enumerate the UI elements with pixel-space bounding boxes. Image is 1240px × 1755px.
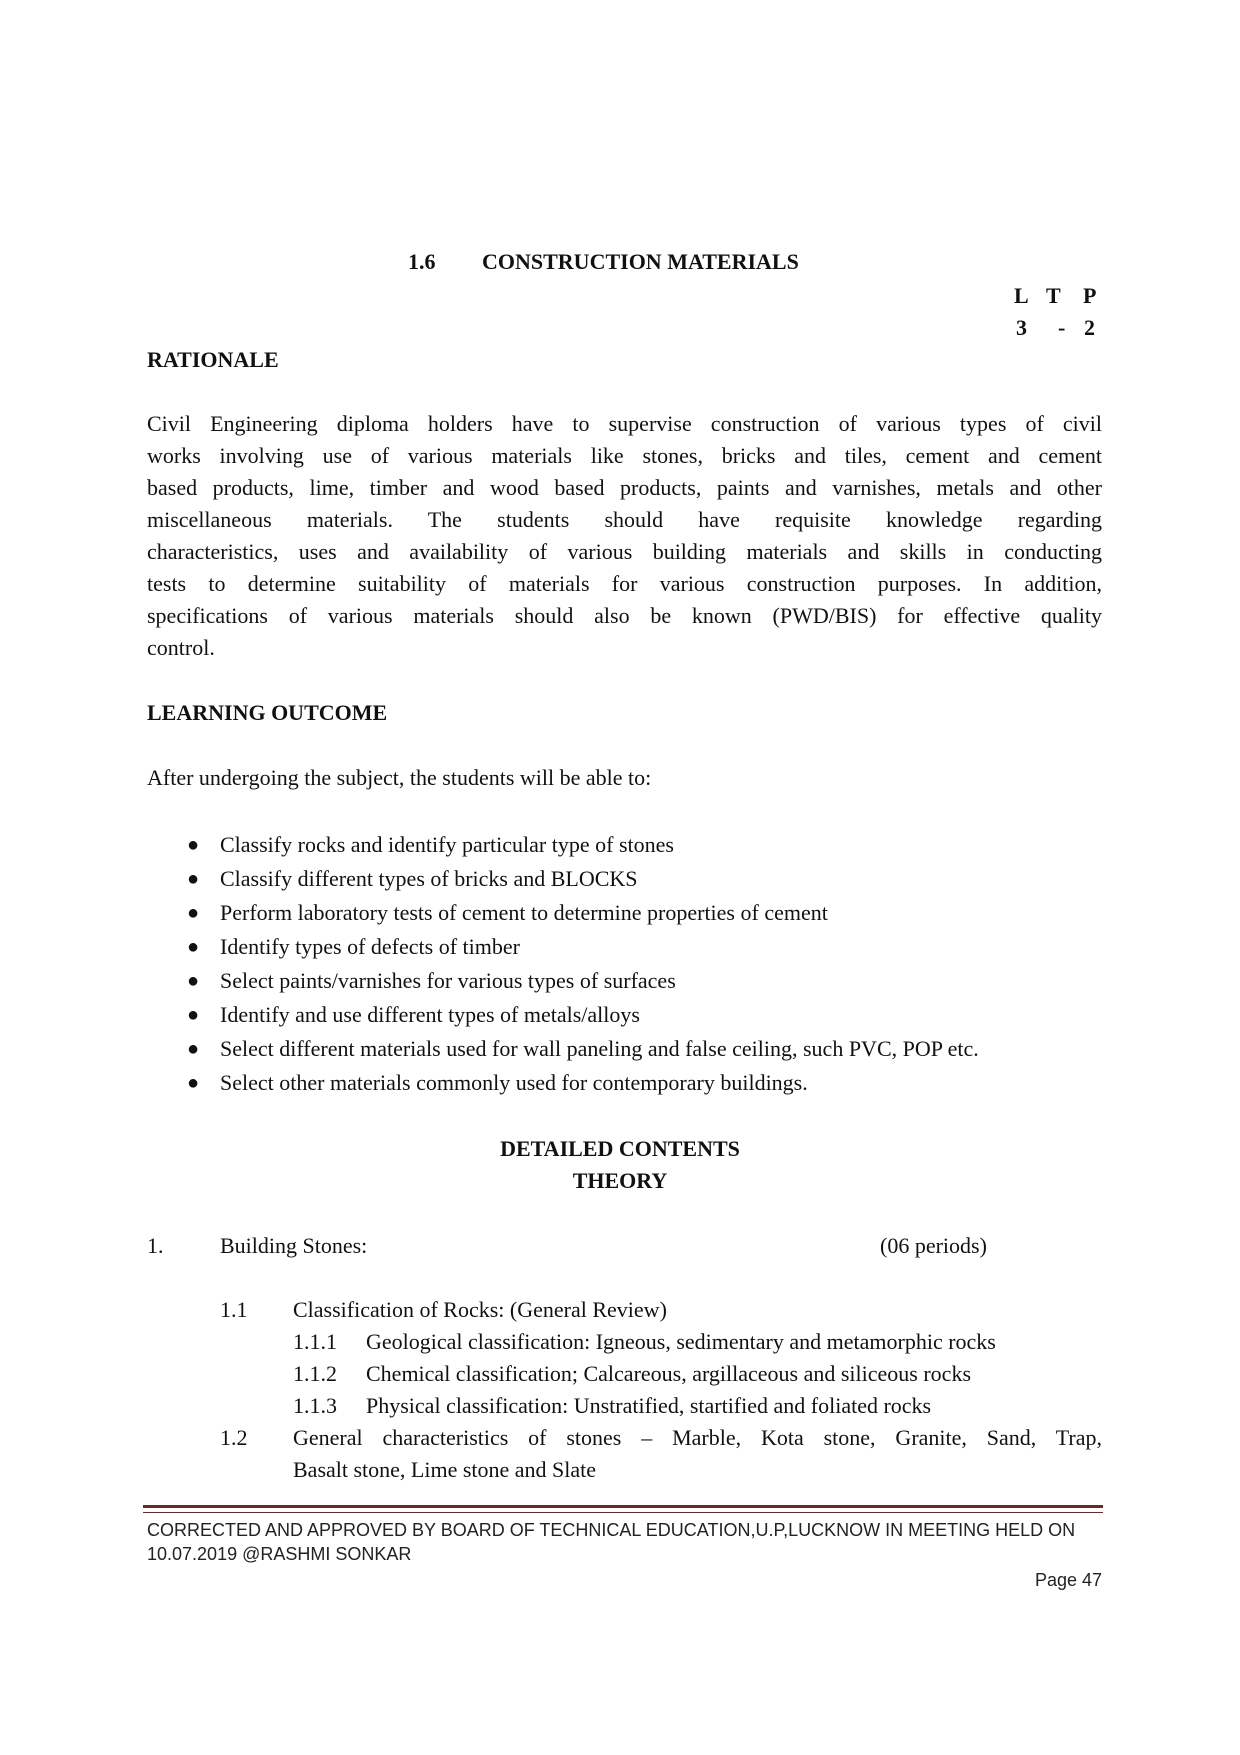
rationale-line: works involving use of various materials like stones, bricks and tiles, cement and cement [147,443,1102,468]
rationale-line: characteristics, uses and availability of various building materials and skills in conducting [147,539,1102,564]
item-number: 1.1.1 [293,1329,337,1354]
subsection-text-line: General characteristics of stones – Marble, Kota stone, Granite, Sand, Trap, [293,1425,1102,1450]
ltp-label-p: P [1083,283,1097,308]
bullet-icon: ● [187,902,200,924]
rationale-line: tests to determine suitability of materials for various construction purposes. In addition, [147,571,1102,596]
footer-approval-line: CORRECTED AND APPROVED BY BOARD OF TECHNICAL EDUCATION,U.P,LUCKNOW IN MEETING HELD ON [147,1520,1076,1540]
bullet-icon: ● [187,868,200,890]
list-item: Perform laboratory tests of cement to determine properties of cement [220,900,828,925]
item-text: Chemical classification; Calcareous, argillaceous and siliceous rocks [366,1361,972,1386]
item-number: 1.1.3 [293,1393,337,1418]
rationale-line: control. [147,635,215,660]
rationale-heading: RATIONALE [147,347,279,372]
course-title: CONSTRUCTION MATERIALS [482,249,799,274]
bullet-icon: ● [187,970,200,992]
list-item: Classify different types of bricks and BLOCKS [220,866,638,891]
learning-outcome-heading: LEARNING OUTCOME [147,700,388,725]
rationale-line: specifications of various materials should also be known (PWD/BIS) for effective quality [147,603,1102,628]
bullet-icon: ● [187,936,200,958]
rationale-line: based products, lime, timber and wood based products, paints and varnishes, metals and other [147,475,1102,500]
ltp-value-t: - [1058,315,1066,340]
ltp-label-l: L [1014,283,1029,308]
footer-date-line: 10.07.2019 @RASHMI SONKAR [147,1544,412,1564]
bullet-icon: ● [187,1004,200,1026]
subsection-text-line: Basalt stone, Lime stone and Slate [293,1457,597,1482]
list-item: Classify rocks and identify particular type of stones [220,832,674,857]
bullet-icon: ● [187,1038,200,1060]
list-item: Identify types of defects of timber [220,934,520,959]
subsection-number: 1.1 [220,1297,248,1322]
footer-rule [143,1505,1103,1508]
ltp-value-p: 2 [1084,315,1095,340]
section-number: 1. [147,1233,164,1258]
page-number: Page 47 [1034,1570,1102,1590]
list-item: Identify and use different types of metals/alloys [220,1002,640,1027]
subsection-number: 1.2 [220,1425,248,1450]
ltp-value-l: 3 [1016,315,1027,340]
item-text: Geological classification: Igneous, sedimentary and metamorphic rocks [366,1329,996,1354]
ltp-label-t: T [1046,283,1061,308]
list-item: Select paints/varnishes for various types of surfaces [220,968,676,993]
list-item: Select other materials commonly used for contemporary buildings. [220,1070,808,1095]
subsection-title: Classification of Rocks: (General Review) [293,1297,667,1322]
rationale-line: miscellaneous materials. The students should have requisite knowledge regarding [147,507,1102,532]
detailed-contents-heading: DETAILED CONTENTS [500,1136,740,1161]
list-item: Select different materials used for wall paneling and false ceiling, such PVC, POP etc. [220,1036,979,1061]
bullet-icon: ● [187,1072,200,1094]
section-periods: (06 periods) [880,1233,987,1258]
rationale-line: Civil Engineering diploma holders have to supervise construction of various types of civil [147,411,1102,436]
item-number: 1.1.2 [293,1361,337,1386]
bullet-icon: ● [187,834,200,856]
section-title: Building Stones: [220,1233,368,1258]
theory-heading: THEORY [572,1168,668,1193]
learning-outcome-intro: After undergoing the subject, the students will be able to: [147,765,652,790]
item-text: Physical classification: Unstratified, startified and foliated rocks [366,1393,932,1418]
course-number: 1.6 [408,249,436,274]
footer-rule-thin [143,1512,1103,1513]
